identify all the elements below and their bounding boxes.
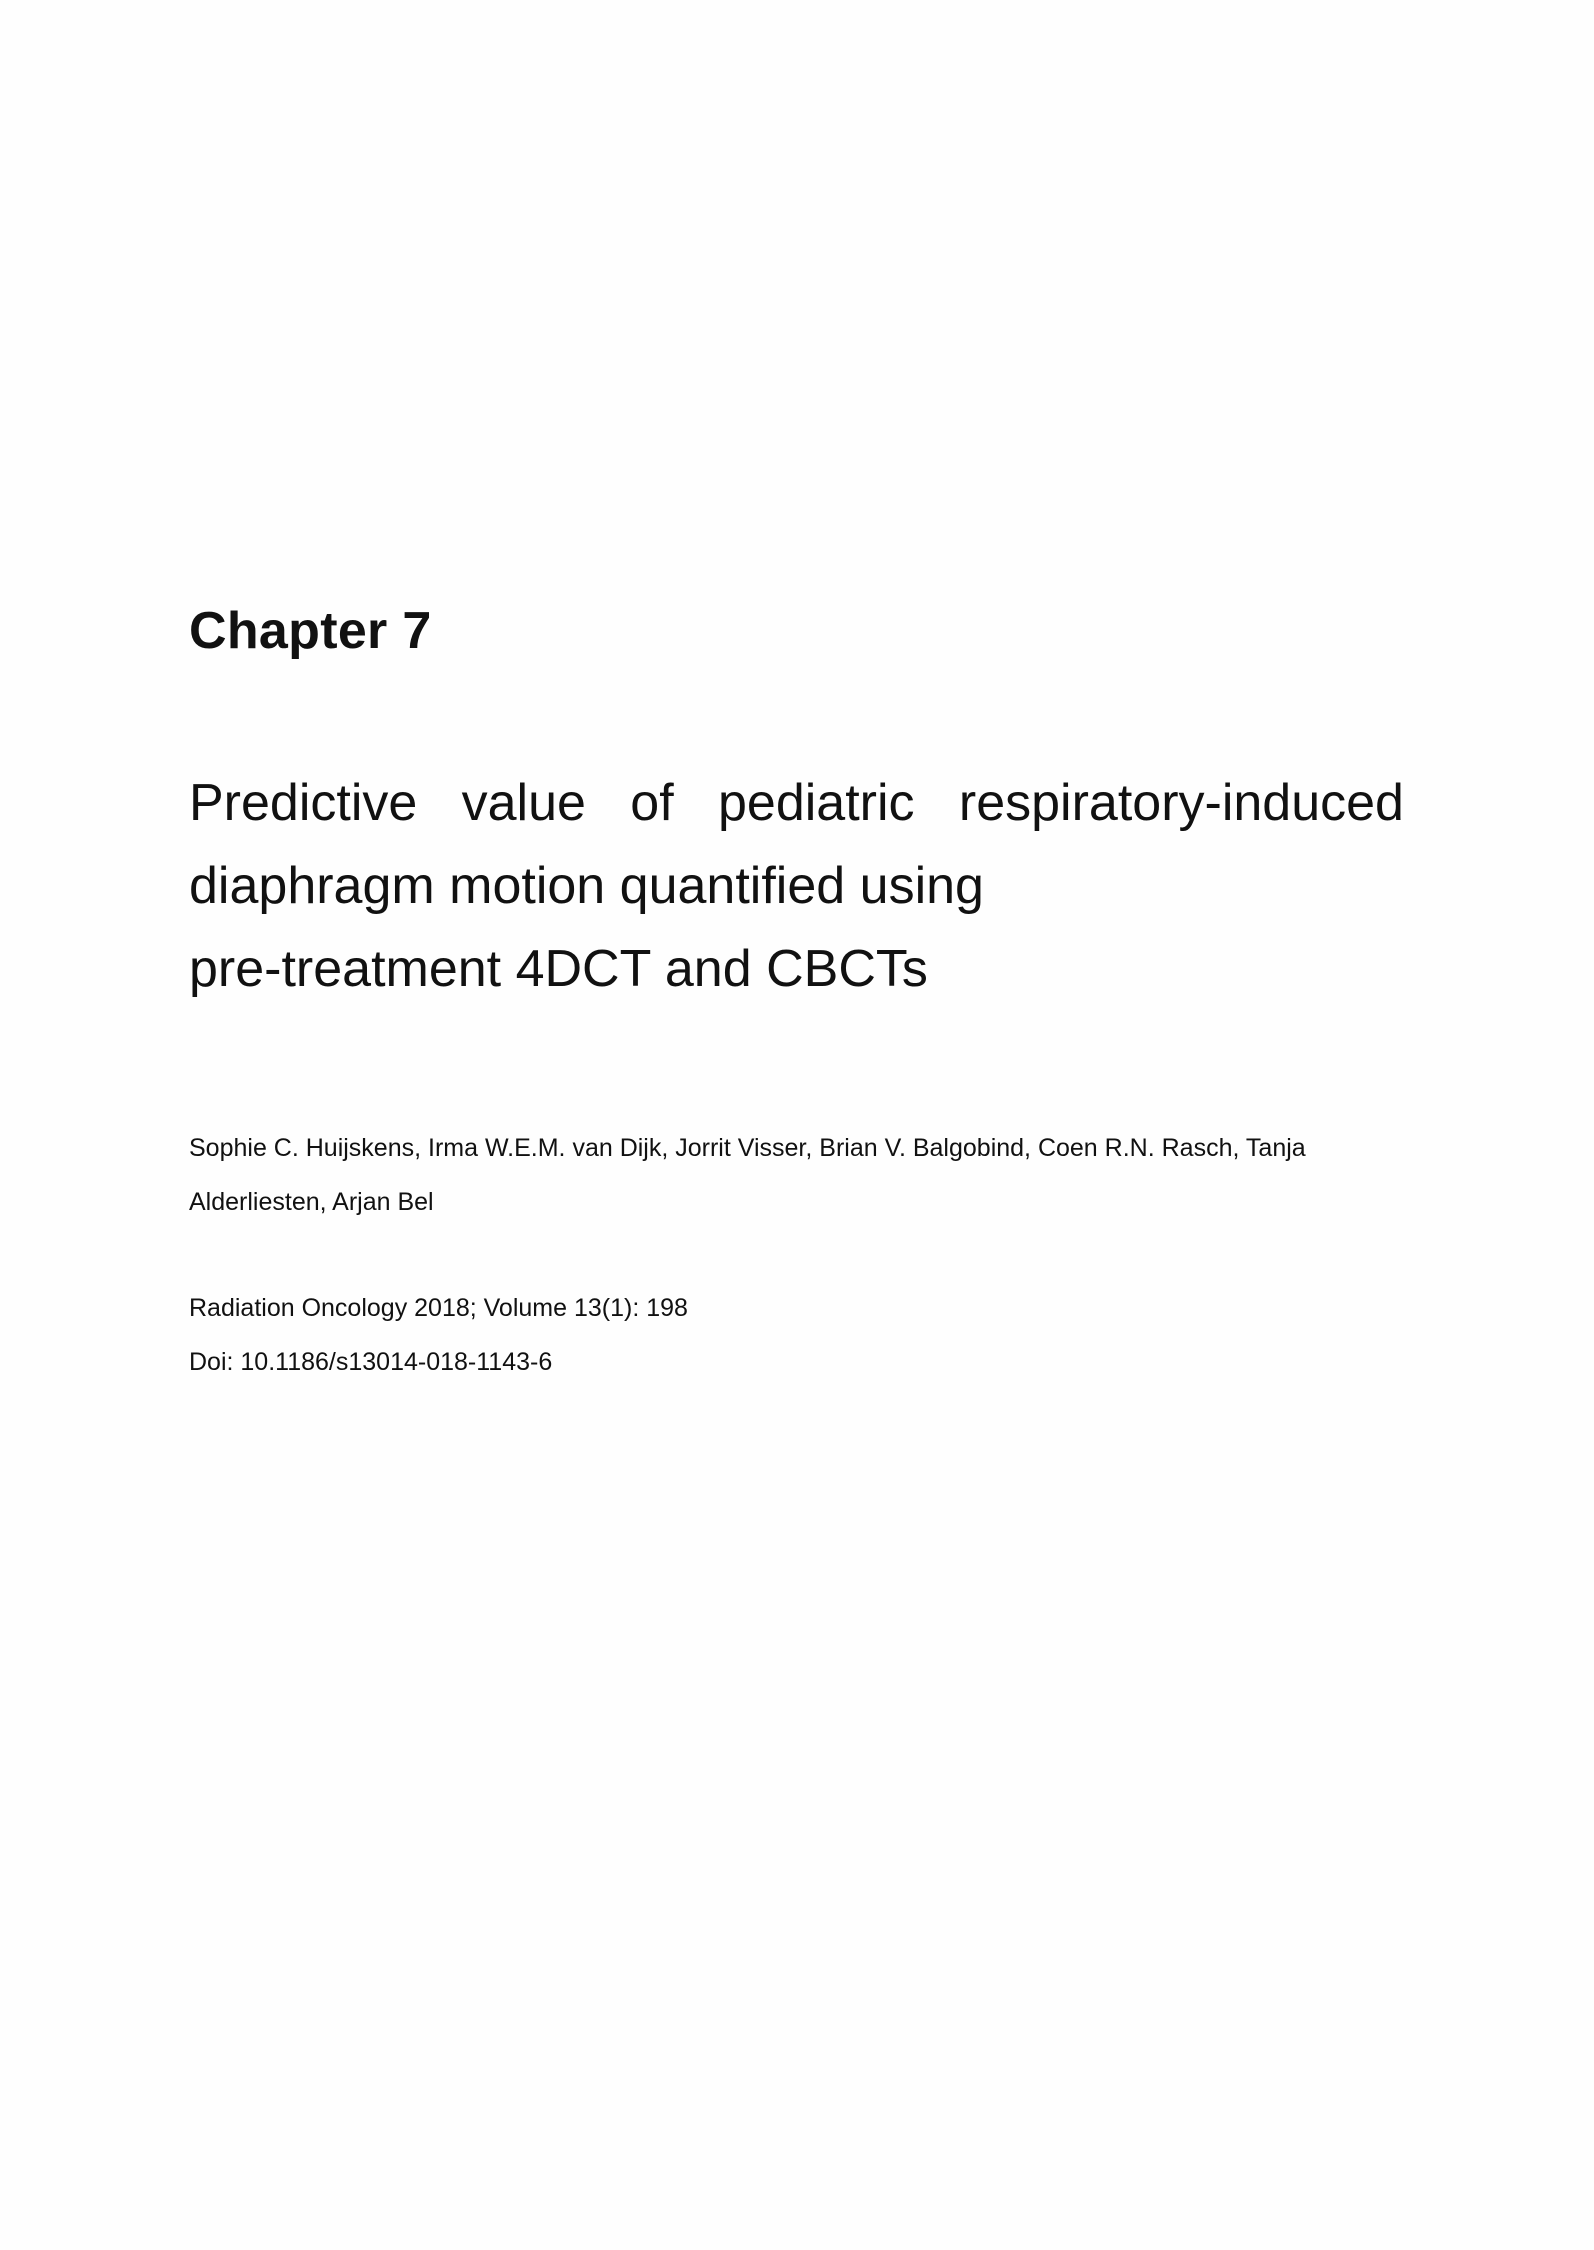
- author-line-1: Sophie C. Huijskens, Irma W.E.M. van Dijk, Jorrit Visser, Brian V. Balgobind, Coen R.N. Rasch, Tanja: [189, 1134, 1306, 1162]
- title-word: Predictive: [189, 774, 418, 832]
- title-line-3: pre-treatment 4DCT and CBCTs: [189, 940, 928, 998]
- doi: Doi: 10.1186/s13014-018-1143-6: [189, 1348, 553, 1376]
- author-line-2: Alderliesten, Arjan Bel: [189, 1188, 434, 1216]
- title-line-1: [189, 762, 1404, 845]
- title-word: pediatric: [717, 774, 915, 832]
- title-word: respiratory-induced: [958, 774, 1404, 832]
- author-list: [189, 1121, 1409, 1229]
- title-line-2: diaphragm motion quantified using: [189, 857, 984, 915]
- title-word: of: [630, 774, 674, 832]
- title-word: value: [461, 774, 586, 832]
- journal-reference: Radiation Oncology 2018; Volume 13(1): 198: [189, 1294, 688, 1322]
- chapter-title: [189, 762, 1404, 1011]
- citation: [189, 1281, 688, 1389]
- chapter-heading: Chapter 7: [189, 602, 432, 660]
